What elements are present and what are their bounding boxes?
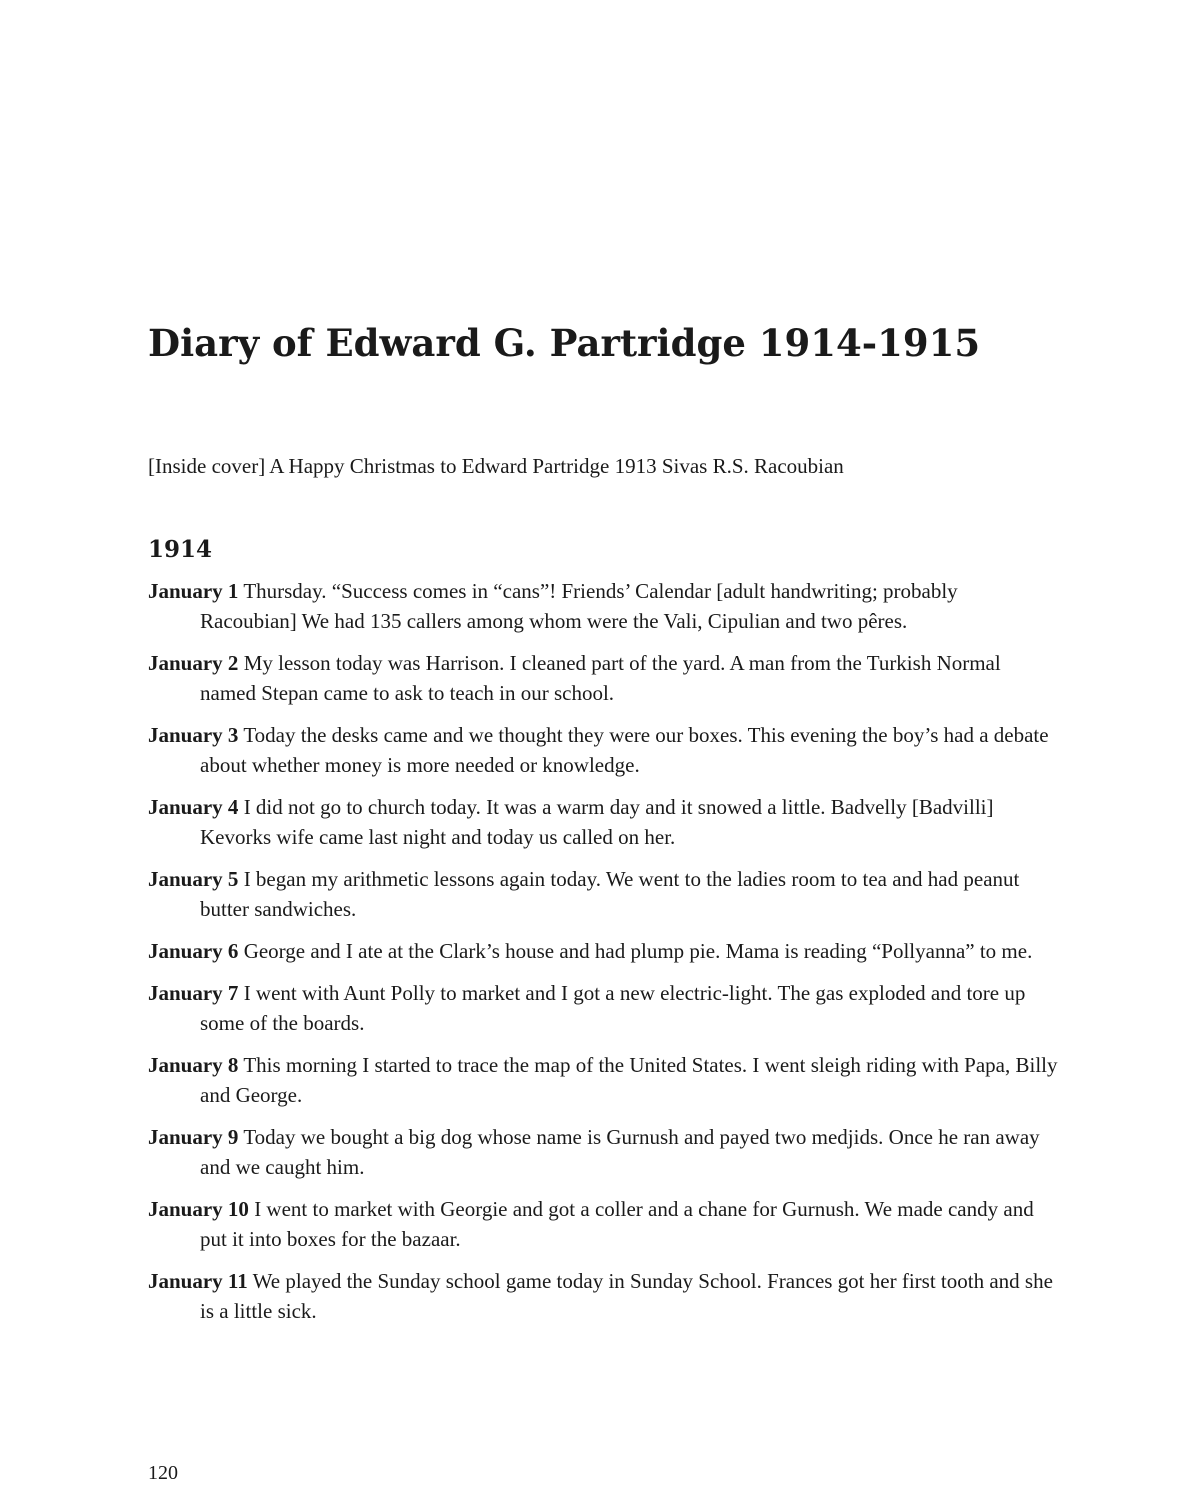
diary-entries	[148, 576, 1058, 1338]
diary-entry	[148, 1194, 1058, 1254]
entry-date: January 4	[148, 795, 239, 819]
diary-entry	[148, 1050, 1058, 1110]
entry-text: Today we bought a big dog whose name is Gurnush and payed two medjids. Once he ran away and we caught him.	[200, 1125, 1040, 1179]
entry-date: January 7	[148, 981, 239, 1005]
entry-text: I began my arithmetic lessons again today. We went to the ladies room to tea and had peanut butter sandwiches.	[200, 867, 1020, 921]
entry-text: I did not go to church today. It was a warm day and it snowed a little. Badvelly [Badvilli] Kevorks wife came last night and today us called on her.	[200, 795, 994, 849]
diary-entry	[148, 648, 1058, 708]
entry-date: January 8	[148, 1053, 239, 1077]
inside-cover-inscription: [Inside cover] A Happy Christmas to Edward Partridge 1913 Sivas R.S. Racoubian	[148, 454, 844, 478]
entry-text: Thursday. “Success comes in “cans”! Friends’ Calendar [adult handwriting; probably Racoubian] We had 135 callers among whom were the Vali, Cipulian and two pêres.	[200, 579, 958, 633]
entry-date: January 3	[148, 723, 239, 747]
diary-entry	[148, 1122, 1058, 1182]
entry-date: January 1	[148, 579, 239, 603]
entry-date: January 2	[148, 651, 239, 675]
entry-date: January 5	[148, 867, 239, 891]
entry-date: January 11	[148, 1269, 248, 1293]
entry-text: My lesson today was Harrison. I cleaned part of the yard. A man from the Turkish Normal named Stepan came to ask to teach in our school.	[200, 651, 1001, 705]
entry-text: We played the Sunday school game today in Sunday School. Frances got her first tooth and she is a little sick.	[200, 1269, 1053, 1323]
year-heading: 1914	[148, 536, 213, 563]
diary-entry	[148, 864, 1058, 924]
diary-entry	[148, 1266, 1058, 1326]
diary-entry	[148, 720, 1058, 780]
entry-date: January 10	[148, 1197, 249, 1221]
entry-text: George and I ate at the Clark’s house and had plump pie. Mama is reading “Pollyanna” to me.	[243, 939, 1033, 963]
entry-text: I went to market with Georgie and got a coller and a chane for Gurnush. We made candy and put it into boxes for the bazaar.	[200, 1197, 1034, 1251]
entry-text: I went with Aunt Polly to market and I got a new electric-light. The gas exploded and tore up some of the boards.	[200, 981, 1026, 1035]
document-title: Diary of Edward G. Partridge 1914-1915	[148, 321, 981, 365]
entry-date: January 6	[148, 939, 239, 963]
diary-entry	[148, 978, 1058, 1038]
diary-entry	[148, 792, 1058, 852]
entry-text: Today the desks came and we thought they were our boxes. This evening the boy’s had a debate about whether money is more needed or knowledge.	[200, 723, 1049, 777]
diary-entry	[148, 576, 1058, 636]
entry-text: This morning I started to trace the map of the United States. I went sleigh riding with Papa, Billy and George.	[200, 1053, 1058, 1107]
entry-date: January 9	[148, 1125, 239, 1149]
diary-entry	[148, 936, 1058, 966]
page-number: 120	[148, 1462, 178, 1484]
